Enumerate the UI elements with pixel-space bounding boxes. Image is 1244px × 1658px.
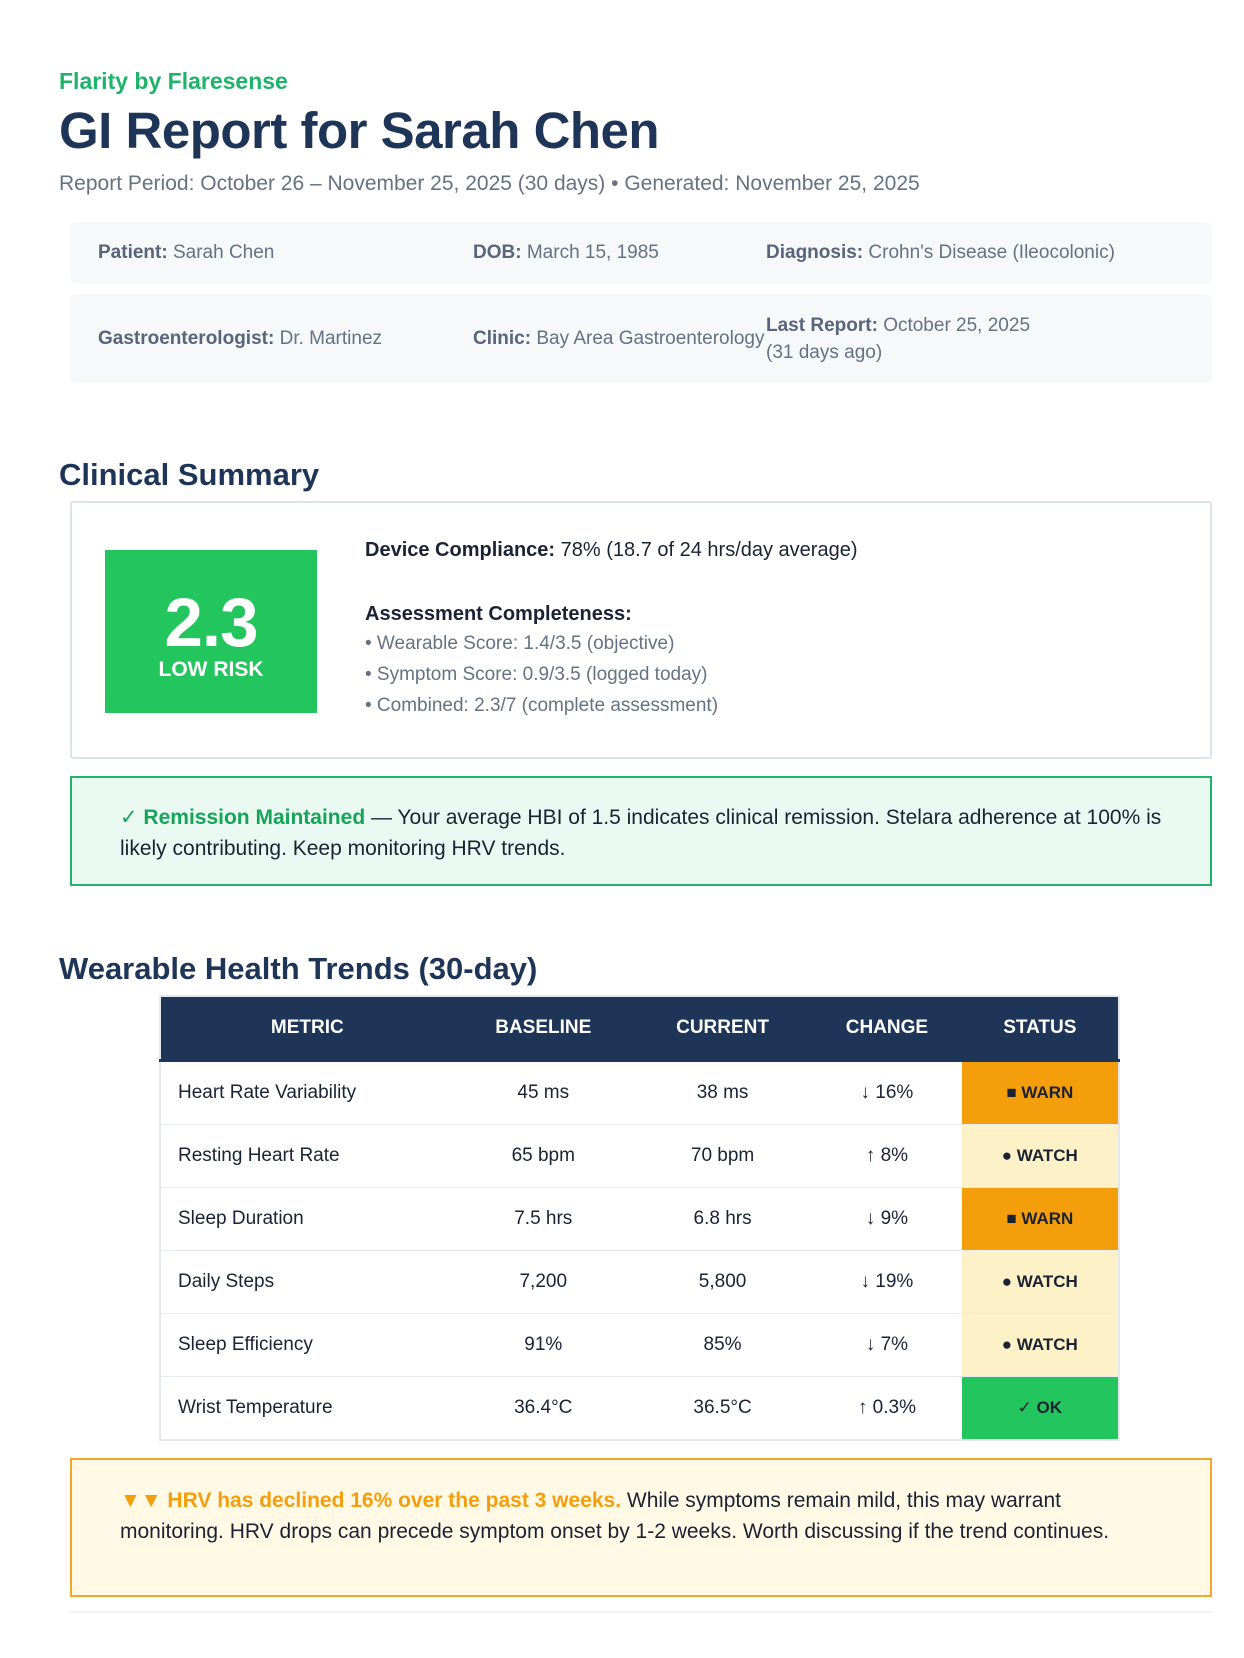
risk-score: 2.3 <box>164 584 258 661</box>
status-badge: ✓ OK <box>962 1377 1119 1441</box>
current-cell: 5,800 <box>633 1251 812 1314</box>
baseline-cell: 45 ms <box>454 1061 633 1125</box>
status-badge: ● WATCH <box>962 1251 1119 1314</box>
column-header-baseline: BASELINE <box>454 996 633 1061</box>
hrv-alert-callout <box>70 1458 1212 1597</box>
gastroenterologist-label: Gastroenterologist: <box>98 327 275 349</box>
remission-callout <box>70 776 1212 886</box>
table-row <box>160 1377 1119 1441</box>
gastroenterologist-field <box>98 328 473 350</box>
clinical-summary-card <box>70 501 1212 759</box>
report-period: Report Period: October 26 – November 25, 2025 (30 days) • Generated: November 25, 2025 <box>59 172 920 195</box>
remission-highlight: ✓ Remission Maintained <box>120 806 366 829</box>
current-cell: 36.5°C <box>633 1377 812 1441</box>
last-report-label: Last Report: <box>766 314 878 336</box>
status-badge: ■ WARN <box>962 1061 1119 1125</box>
patient-info-row-2 <box>70 294 1212 383</box>
completeness-list <box>365 628 858 721</box>
metric-cell: Sleep Efficiency <box>160 1314 454 1377</box>
diagnosis-field <box>766 239 1184 266</box>
last-report-ago: (31 days ago) <box>766 341 883 363</box>
last-report-value: October 25, 2025 <box>883 314 1031 336</box>
patient-field <box>98 242 473 264</box>
baseline-cell: 7,200 <box>454 1251 633 1314</box>
current-cell: 6.8 hrs <box>633 1188 812 1251</box>
change-cell: ↓ 7% <box>812 1314 961 1377</box>
baseline-cell: 7.5 hrs <box>454 1188 633 1251</box>
table-header-row <box>160 996 1119 1061</box>
clinic-label: Clinic: <box>473 327 532 349</box>
summary-details <box>365 536 858 721</box>
column-header-change: CHANGE <box>812 996 961 1061</box>
diagnosis-label: Diagnosis: <box>766 242 864 263</box>
change-cell: ↑ 8% <box>812 1125 961 1188</box>
baseline-cell: 91% <box>454 1314 633 1377</box>
patient-value: Sarah Chen <box>172 241 275 263</box>
last-report-field <box>766 312 1184 366</box>
trends-heading: Wearable Health Trends (30-day) <box>59 951 538 986</box>
status-badge: ● WATCH <box>962 1314 1119 1377</box>
baseline-cell: 36.4°C <box>454 1377 633 1441</box>
table-row <box>160 1125 1119 1188</box>
metric-cell: Daily Steps <box>160 1251 454 1314</box>
risk-score-tile <box>105 550 317 713</box>
brand-name: Flarity by Flaresense <box>59 68 288 94</box>
clinical-summary-heading: Clinical Summary <box>59 457 320 492</box>
clinic-value: Bay Area Gastroenterology <box>536 327 765 349</box>
patient-info-row-1 <box>70 222 1212 283</box>
change-cell: ↓ 16% <box>812 1061 961 1125</box>
device-compliance <box>365 536 858 564</box>
gastroenterologist-value: Dr. Martinez <box>279 327 383 349</box>
change-cell: ↓ 9% <box>812 1188 961 1251</box>
table-row <box>160 1061 1119 1125</box>
list-item: • Combined: 2.3/7 (complete assessment) <box>365 695 719 716</box>
patient-label: Patient: <box>98 241 168 263</box>
status-badge: ■ WARN <box>962 1188 1119 1251</box>
compliance-label: Device Compliance: <box>365 539 556 561</box>
page-title: GI Report for Sarah Chen <box>59 102 660 159</box>
risk-label: LOW RISK <box>158 658 264 681</box>
dob-label: DOB: <box>473 241 522 263</box>
current-cell: 38 ms <box>633 1061 812 1125</box>
divider <box>70 1611 1212 1613</box>
column-header-status: STATUS <box>962 996 1119 1061</box>
hrv-alert-text: While symptoms remain mild, this may warrant monitoring. HRV drops can precede symptom onset by 1-2 weeks. Worth discussing if the trend continues. <box>120 1489 1110 1543</box>
table-row <box>160 1188 1119 1251</box>
status-badge: ● WATCH <box>962 1125 1119 1188</box>
table-row <box>160 1314 1119 1377</box>
clinic-field <box>473 328 766 350</box>
remission-text: — Your average HBI of 1.5 indicates clinical remission. Stelara adherence at 100% is likely contributing. Keep monitoring HRV trends. <box>120 806 1162 860</box>
hrv-alert-highlight: ▼▼ HRV has declined 16% over the past 3 weeks. <box>120 1489 622 1512</box>
metric-cell: Wrist Temperature <box>160 1377 454 1441</box>
completeness-heading: Assessment Completeness: <box>365 603 632 625</box>
metric-cell: Resting Heart Rate <box>160 1125 454 1188</box>
list-item: • Wearable Score: 1.4/3.5 (objective) <box>365 633 675 654</box>
baseline-cell: 65 bpm <box>454 1125 633 1188</box>
change-cell: ↓ 19% <box>812 1251 961 1314</box>
column-header-metric: METRIC <box>160 996 454 1061</box>
current-cell: 70 bpm <box>633 1125 812 1188</box>
diagnosis-value: Crohn's Disease (Ileocolonic) <box>868 242 1115 263</box>
trends-table <box>159 995 1120 1441</box>
change-cell: ↑ 0.3% <box>812 1377 961 1441</box>
dob-field <box>473 242 766 264</box>
table-row <box>160 1251 1119 1314</box>
dob-value: March 15, 1985 <box>526 241 659 263</box>
column-header-current: CURRENT <box>633 996 812 1061</box>
metric-cell: Heart Rate Variability <box>160 1061 454 1125</box>
metric-cell: Sleep Duration <box>160 1188 454 1251</box>
compliance-value: 78% (18.7 of 24 hrs/day average) <box>560 539 858 561</box>
current-cell: 85% <box>633 1314 812 1377</box>
list-item: • Symptom Score: 0.9/3.5 (logged today) <box>365 664 708 685</box>
